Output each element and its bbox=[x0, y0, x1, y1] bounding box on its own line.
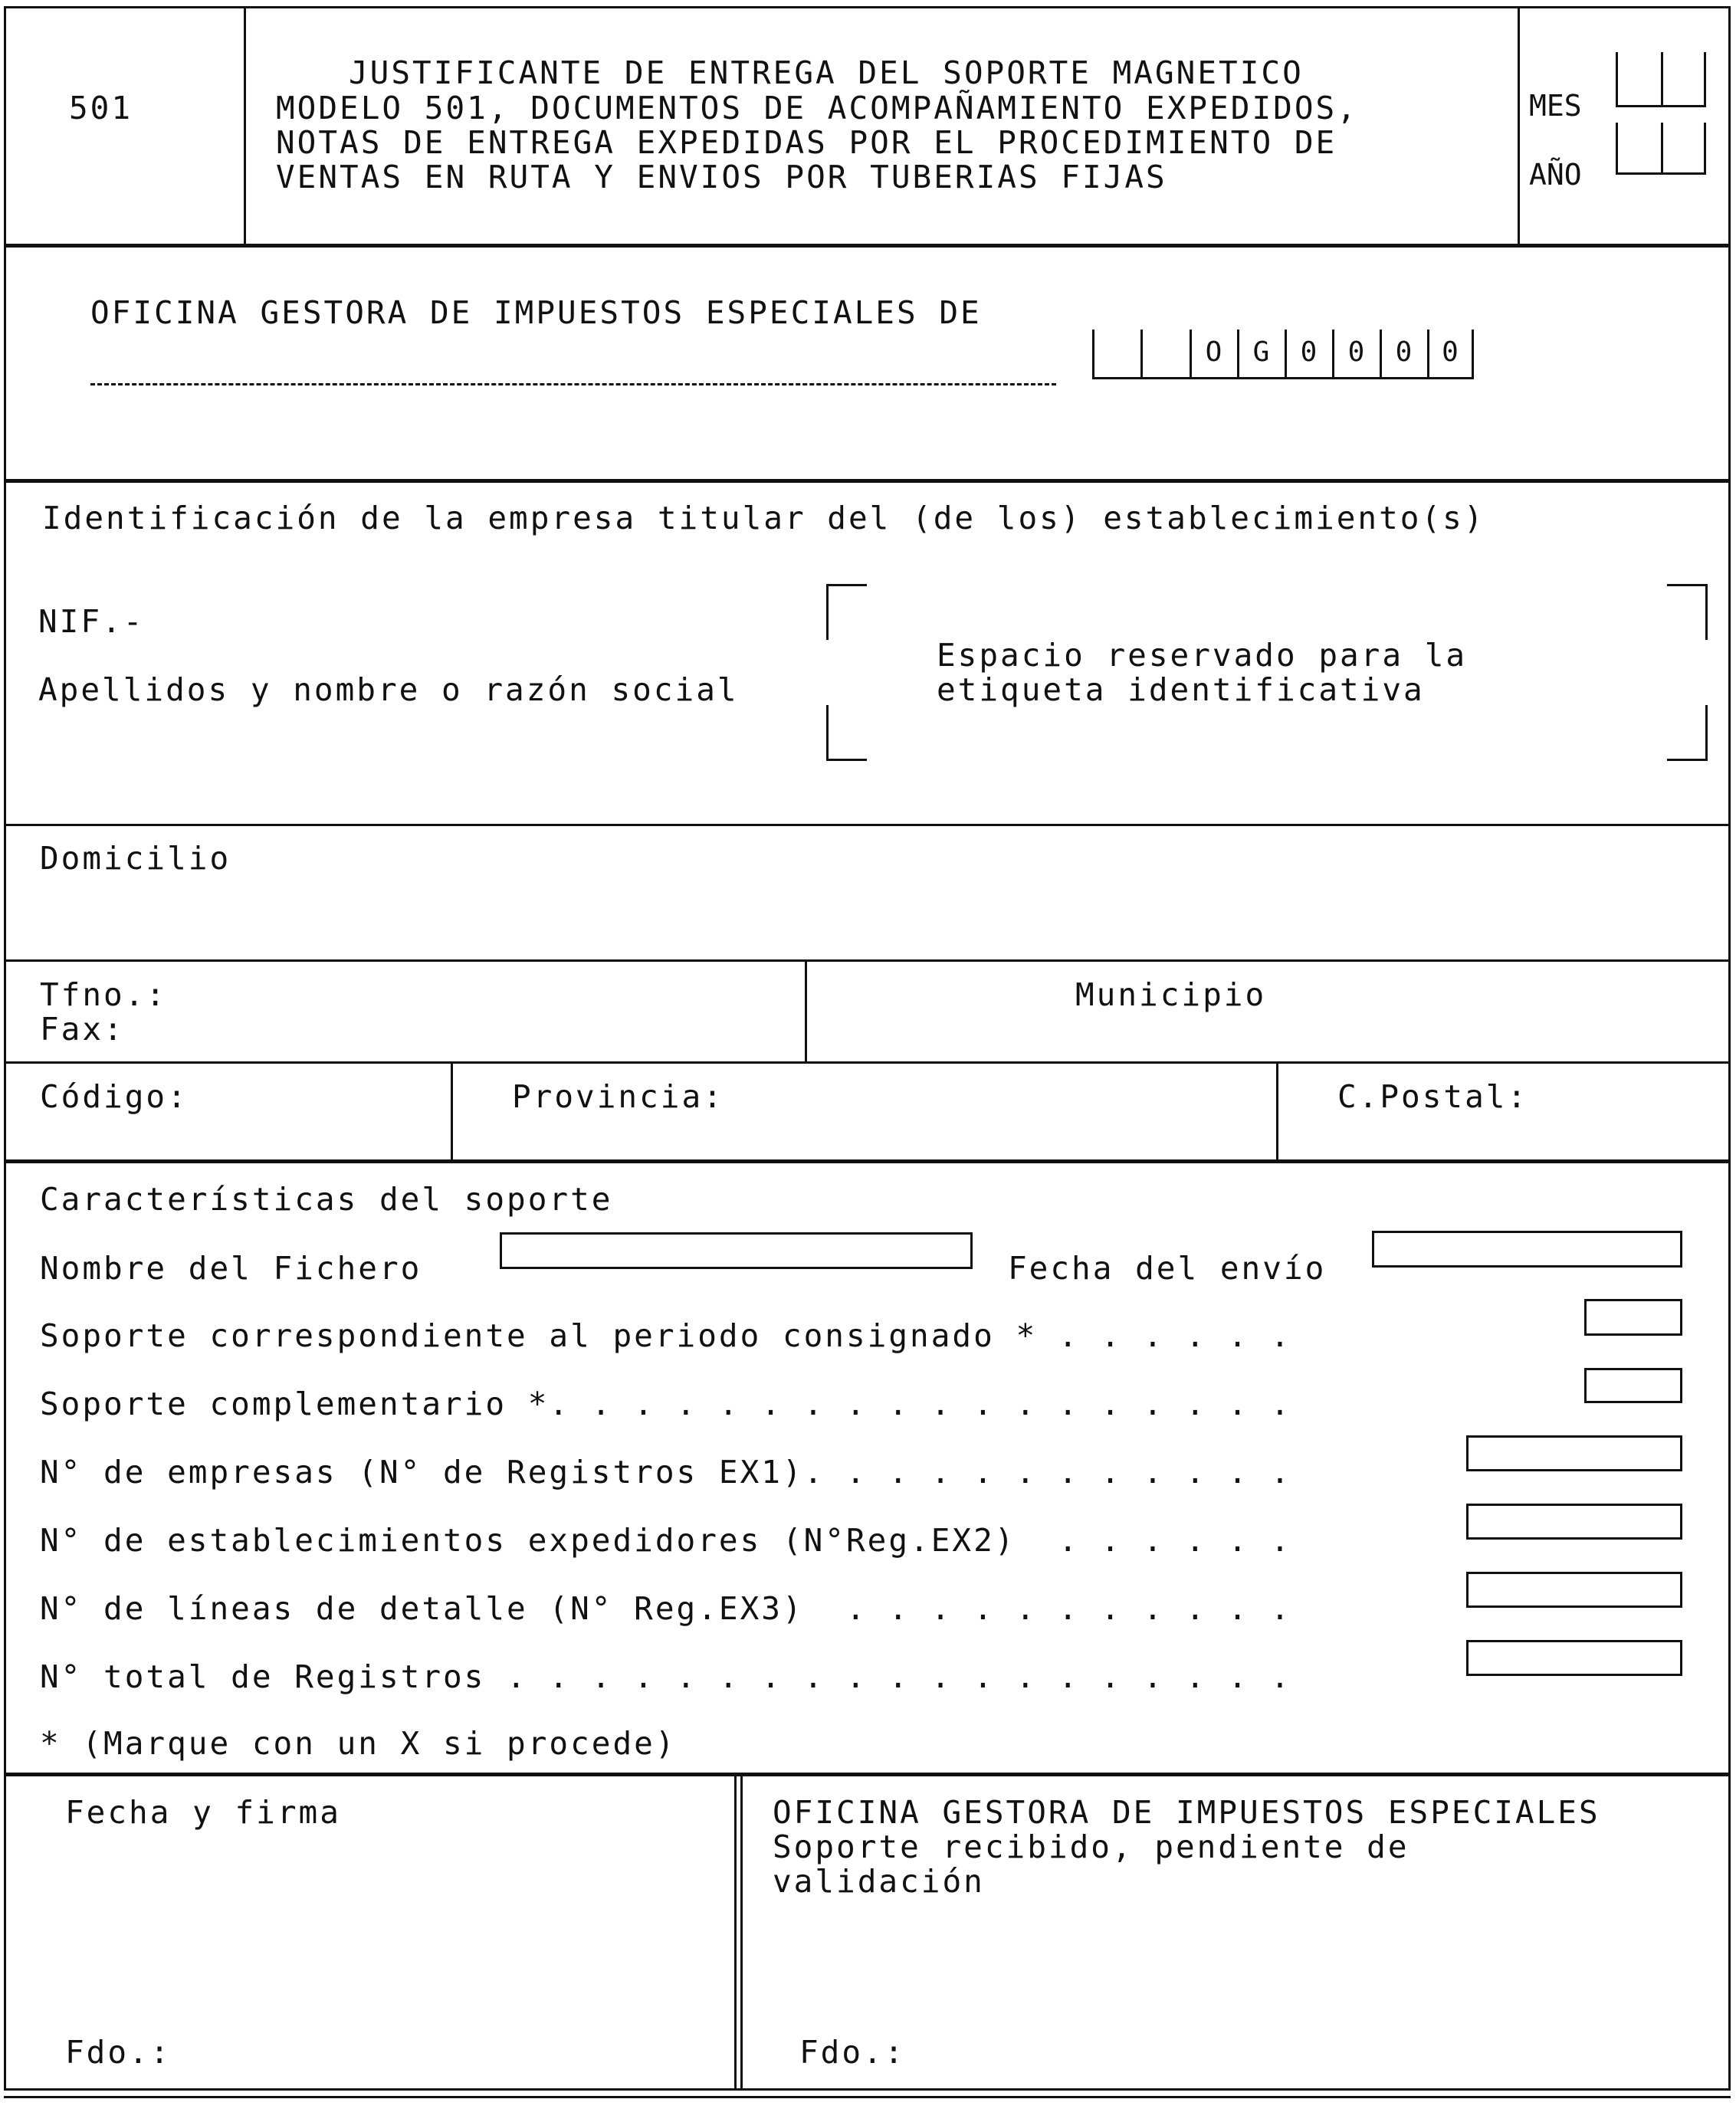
anio-cell-divider bbox=[1661, 123, 1663, 172]
fecha-envio-label: Fecha del envío bbox=[1008, 1250, 1327, 1287]
label-space-corner-bl bbox=[826, 705, 867, 761]
mes-input[interactable] bbox=[1616, 52, 1706, 107]
divider-codigo-provincia bbox=[451, 1061, 453, 1161]
oficina-gestora-label: OFICINA GESTORA DE IMPUESTOS ESPECIALES DE bbox=[90, 294, 982, 331]
lineas-input[interactable] bbox=[1466, 1572, 1682, 1608]
oficina-recibido-line-2: Soporte recibido, pendiente de bbox=[773, 1828, 1409, 1865]
header-divider-left bbox=[244, 6, 246, 244]
code-cell: G bbox=[1252, 336, 1270, 368]
divider-bottom-extra bbox=[4, 2096, 1731, 2098]
divider-header bbox=[4, 244, 1731, 248]
fichero-input[interactable] bbox=[500, 1232, 973, 1269]
code-cell: O bbox=[1205, 336, 1222, 368]
etiqueta-text-line-1: Espacio reservado para la bbox=[937, 637, 1468, 674]
establecimientos-input[interactable] bbox=[1466, 1504, 1682, 1540]
fecha-envio-input[interactable] bbox=[1372, 1231, 1682, 1268]
label-space-corner-br bbox=[1667, 705, 1708, 761]
empresas-input[interactable] bbox=[1466, 1435, 1682, 1471]
codigo-label: Código: bbox=[40, 1078, 189, 1115]
soporte-heading: Características del soporte bbox=[40, 1181, 613, 1218]
form-title-line-4: VENTAS EN RUTA Y ENVIOS POR TUBERIAS FIJAS bbox=[276, 159, 1167, 195]
soporte-row-total: N° total de Registros . . . . . . . . . . . . . . . . . . . bbox=[40, 1658, 1292, 1695]
divider-provincia-cpostal bbox=[1276, 1061, 1278, 1161]
etiqueta-text-line-2: etiqueta identificativa bbox=[937, 671, 1425, 708]
form-title-line-3: NOTAS DE ENTREGA EXPEDIDAS POR EL PROCEDIMIENTO DE bbox=[276, 124, 1337, 161]
form-title-line-1: JUSTIFICANTE DE ENTREGA DEL SOPORTE MAGNETICO bbox=[349, 54, 1304, 91]
form-title-line-2: MODELO 501, DOCUMENTOS DE ACOMPAÑAMIENTO EXPEDIDOS, bbox=[276, 90, 1358, 126]
divider-tfno-municipio bbox=[805, 959, 807, 1062]
divider-domicilio bbox=[4, 959, 1731, 962]
soporte-row-periodo: Soporte correspondiente al periodo consignado * . . . . . . bbox=[40, 1317, 1292, 1354]
divider-footer-left bbox=[734, 1776, 737, 2091]
periodo-checkbox[interactable] bbox=[1584, 1299, 1682, 1336]
cpostal-label: C.Postal: bbox=[1337, 1078, 1529, 1115]
nif-label: NIF.- bbox=[38, 603, 145, 640]
code-cell: 0 bbox=[1300, 336, 1318, 368]
oficina-code-input[interactable] bbox=[1092, 330, 1474, 379]
label-space-corner-tr bbox=[1667, 584, 1708, 640]
code-cell: 0 bbox=[1395, 336, 1413, 368]
header-divider-right bbox=[1518, 6, 1520, 244]
mes-label: MES bbox=[1529, 89, 1582, 123]
code-divider bbox=[1140, 330, 1143, 377]
soporte-row-lineas: N° de líneas de detalle (N° Reg.EX3) . . . . . . . . . . . bbox=[40, 1590, 1292, 1627]
label-space-corner-tl bbox=[826, 584, 867, 640]
soporte-row-complementario: Soporte complementario *. . . . . . . . . . . . . . . . . . bbox=[40, 1386, 1292, 1422]
oficina-recibido-line-1: OFICINA GESTORA DE IMPUESTOS ESPECIALES bbox=[773, 1794, 1600, 1831]
anio-input[interactable] bbox=[1616, 123, 1706, 175]
fecha-firma-label: Fecha y firma bbox=[65, 1794, 341, 1831]
identificacion-heading: Identificación de la empresa titular del (de los) establecimiento(s) bbox=[42, 500, 1485, 536]
domicilio-label: Domicilio bbox=[40, 840, 231, 877]
model-number: 501 bbox=[69, 90, 133, 126]
divider-footer-right bbox=[740, 1776, 743, 2091]
code-cell: 0 bbox=[1347, 336, 1365, 368]
municipio-label: Municipio bbox=[1075, 976, 1267, 1013]
fdo-left-label: Fdo.: bbox=[65, 2034, 172, 2071]
divider-codigo bbox=[4, 1159, 1731, 1163]
fichero-label: Nombre del Fichero bbox=[40, 1250, 422, 1287]
fax-label: Fax: bbox=[40, 1011, 125, 1048]
divider-soporte bbox=[4, 1773, 1731, 1776]
nombre-label: Apellidos y nombre o razón social bbox=[38, 671, 739, 708]
tfno-label: Tfno.: bbox=[40, 976, 168, 1013]
mes-cell-divider bbox=[1661, 52, 1663, 105]
marque-note: * (Marque con un X si procede) bbox=[40, 1725, 677, 1762]
divider-oficina bbox=[4, 479, 1731, 483]
soporte-row-establecimientos: N° de establecimientos expedidores (N°Reg.EX2) . . . . . . bbox=[40, 1522, 1292, 1559]
provincia-label: Provincia: bbox=[512, 1078, 724, 1115]
oficina-name-dashed-line bbox=[90, 383, 1056, 385]
divider-identificacion bbox=[4, 824, 1731, 826]
total-registros-input[interactable] bbox=[1466, 1640, 1682, 1676]
divider-tfno bbox=[4, 1061, 1731, 1064]
complementario-checkbox[interactable] bbox=[1584, 1368, 1682, 1403]
anio-label: AÑO bbox=[1529, 158, 1582, 192]
code-cell: 0 bbox=[1442, 336, 1459, 368]
oficina-recibido-line-3: validación bbox=[773, 1863, 985, 1900]
fdo-right-label: Fdo.: bbox=[799, 2034, 906, 2071]
soporte-row-empresas: N° de empresas (N° de Registros EX1). . . . . . . . . . . . bbox=[40, 1454, 1292, 1491]
